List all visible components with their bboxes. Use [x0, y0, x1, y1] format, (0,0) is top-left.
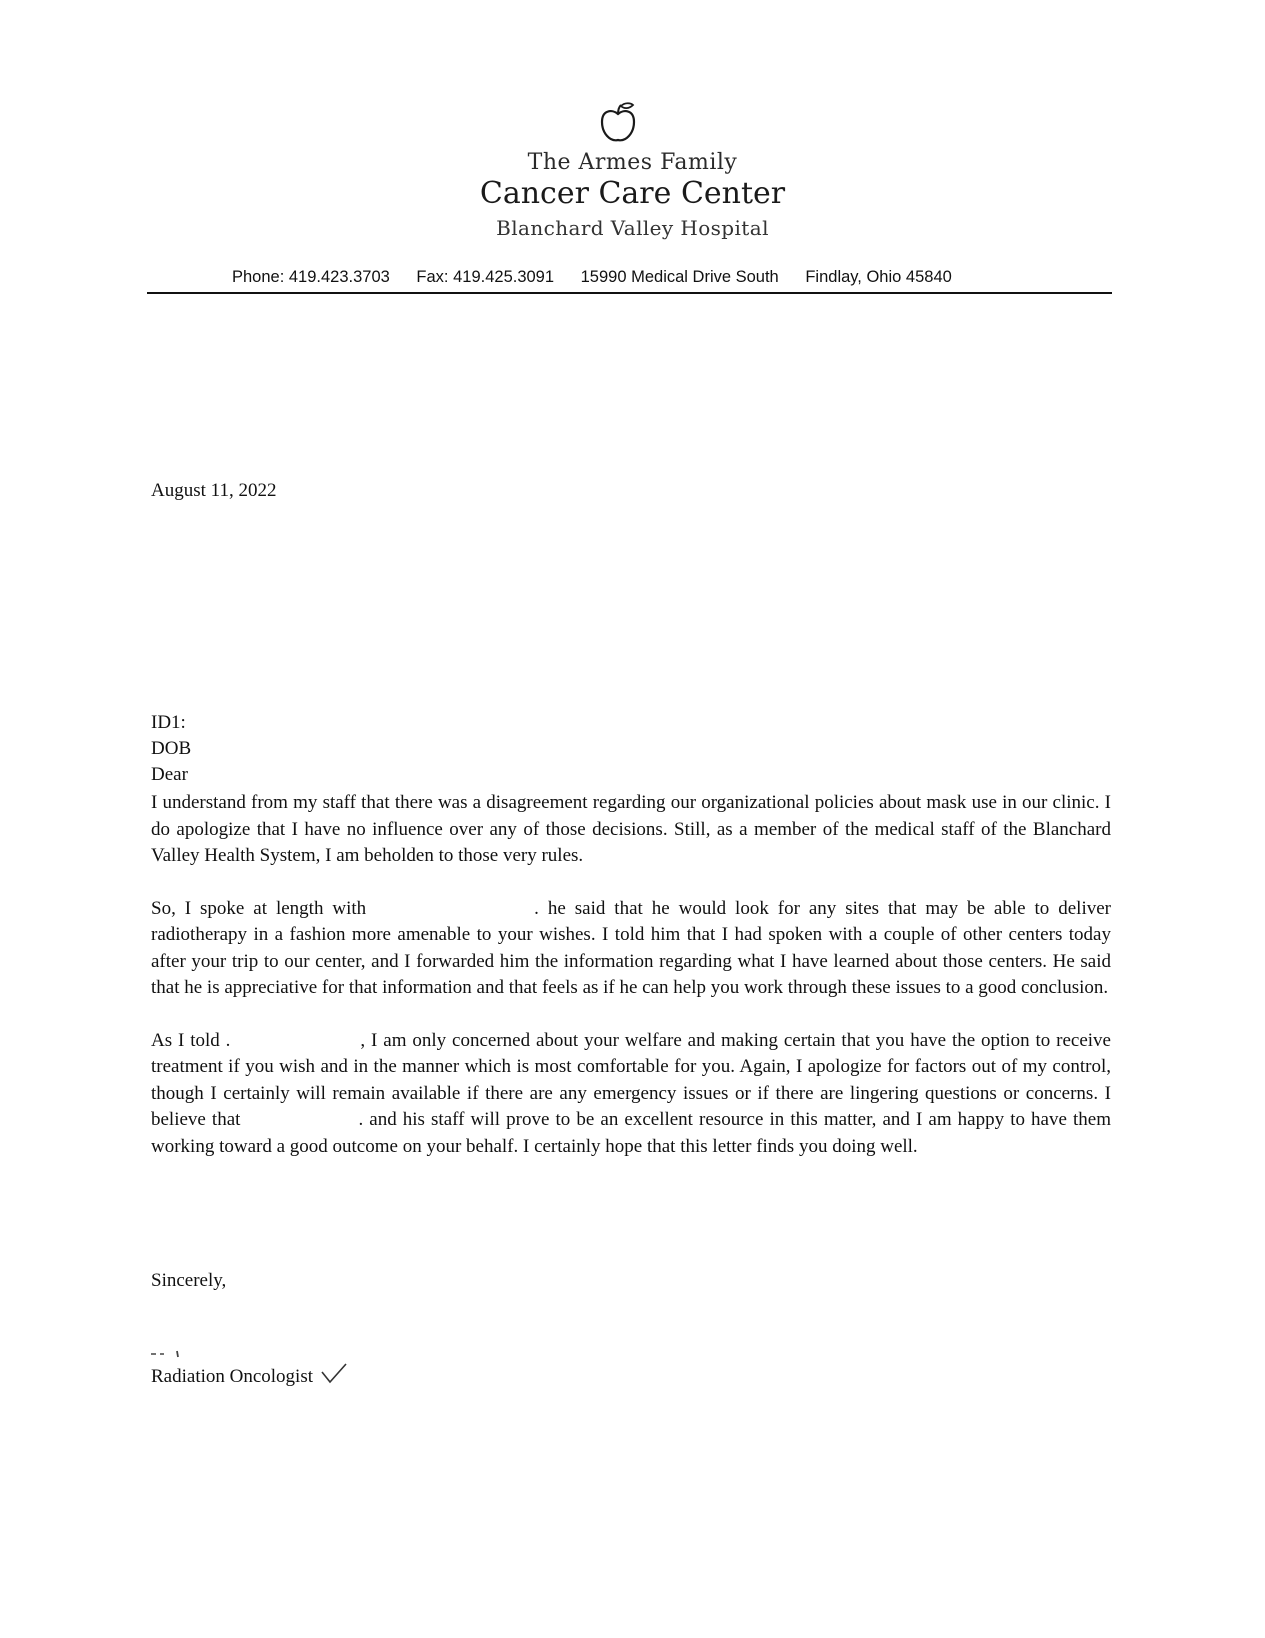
- org-name-line2: Cancer Care Center: [479, 176, 786, 211]
- letter-date: August 11, 2022: [151, 480, 277, 501]
- apple-icon: [594, 100, 642, 148]
- contact-row: [232, 268, 974, 287]
- paragraph-2: [151, 896, 1111, 1002]
- city-state-zip: Findlay, Ohio 45840: [805, 268, 952, 286]
- salutation: Dear: [151, 764, 188, 785]
- header-divider: [147, 292, 1112, 294]
- street-address: 15990 Medical Drive South: [580, 268, 779, 286]
- dob-label: DOB: [151, 738, 192, 759]
- phone-number: Phone: 419.423.3703: [232, 268, 390, 286]
- org-name-line1: The Armes Family: [527, 150, 738, 175]
- paragraph-1: I understand from my staff that there was a disagreement regarding our organizational policies about mask use in our clinic. I do apologize that I have no influence over any of those decisions. Still, as a member of the medical staff of the Blanchard Valley Health System, I am beholden to those very rules.: [151, 792, 1111, 866]
- paragraph-3-start: As I told .: [151, 1029, 231, 1051]
- closing: Sincerely,: [151, 1270, 227, 1291]
- signature-remnant: [151, 1348, 191, 1360]
- org-name-line3: Blanchard Valley Hospital: [496, 216, 769, 240]
- paragraph-3: [151, 1028, 1111, 1161]
- paragraph-2-start: So, I spoke at length with: [151, 897, 367, 919]
- check-mark-icon: [320, 1362, 350, 1386]
- signer-title: Radiation Oncologist: [151, 1366, 314, 1387]
- letter-body: [151, 790, 1111, 1186]
- paragraph-3-middle: , I am only concerned about your welfare and making certain that you have the option to receive treatment if you wish and in the manner which is most comfortable for you. Again, I apologize for factors out of my control, though I certainly will remain available if there are any emergency issues or if there are lingering questions or concerns. I believe that: [151, 1029, 1111, 1130]
- paragraph-3-end: . and his staff will prove to be an excellent resource in this matter, and I am happy to have them working toward a good outcome on your behalf. I certainly hope that this letter finds you doing well.: [151, 1109, 1111, 1157]
- id-label: ID1:: [151, 712, 186, 733]
- fax-number: Fax: 419.425.3091: [416, 268, 555, 286]
- paragraph-2-rest: . he said that he would look for any sites that may be able to deliver radiotherapy in a fashion more amenable to your wishes. I told him that I had spoken with a couple of other centers today after your trip to our center, and I forwarded him the information regarding what I have learned about those centers. He said that he is appreciative for that information and that feels as if he can help you work through these issues to a good conclusion.: [151, 897, 1111, 998]
